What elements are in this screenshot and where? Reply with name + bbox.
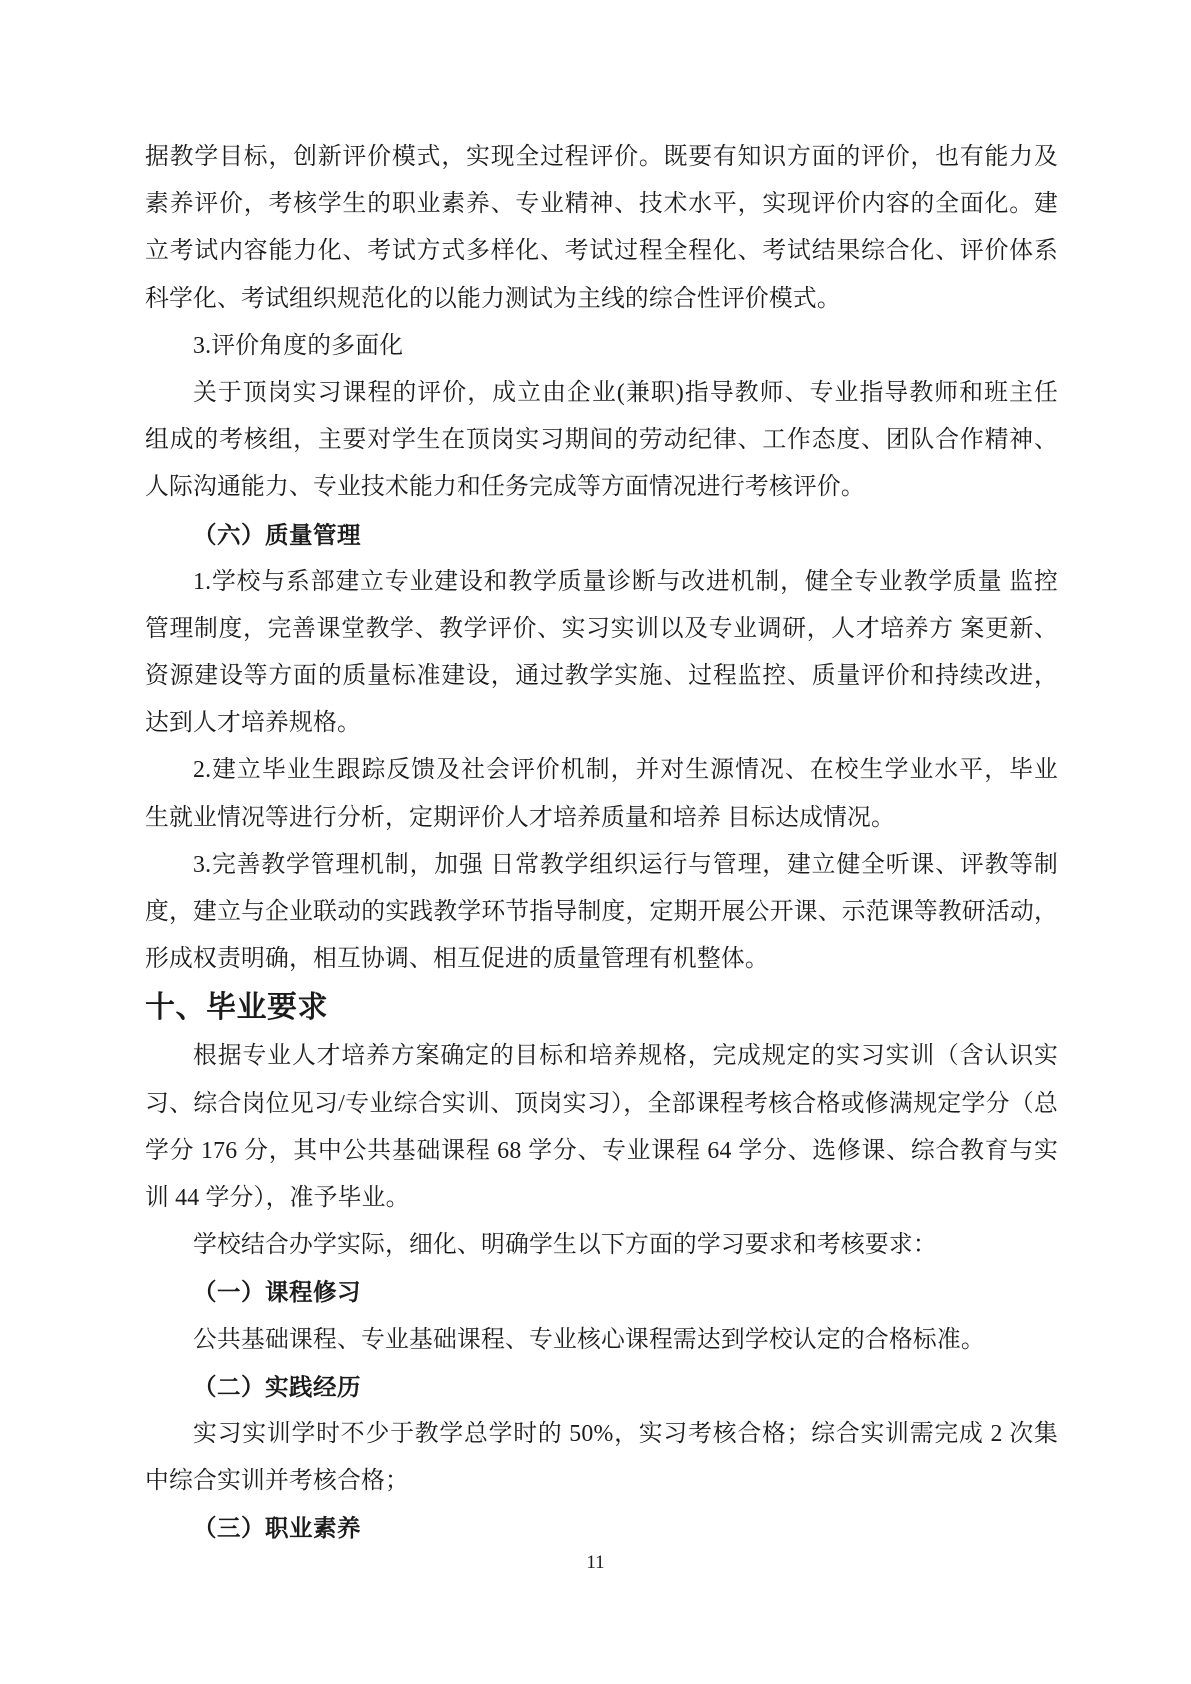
text-line: 学分 176 分，其中公共基础课程 68 学分、专业课程 64 学分、选修课、综合教育与实 [145, 1137, 1058, 1164]
text-line: 3.完善教学管理机制，加强 日常教学组织运行与管理，建立健全听课、评教等制 [193, 851, 1058, 878]
text-line: 科学化、考试组织规范化的以能力测试为主线的综合性评价模式。 [145, 285, 841, 312]
text-line: 公共基础课程、专业基础课程、专业核心课程需达到学校认定的合格标准。 [193, 1326, 985, 1353]
text-line: 组成的考核组，主要对学生在顶岗实习期间的劳动纪律、工作态度、团队合作精神、 [145, 427, 1058, 454]
subsection-heading: （二）实践经历 [193, 1372, 361, 1401]
text-line: 素养评价，考核学生的职业素养、专业精神、技术水平，实现评价内容的全面化。建 [145, 191, 1058, 218]
text-line: 2.建立毕业生跟踪反馈及社会评价机制，并对生源情况、在校生学业水平，毕业 [193, 757, 1058, 784]
text-line: 人际沟通能力、专业技术能力和任务完成等方面情况进行考核评价。 [145, 474, 865, 501]
subsection-heading: （三）职业素养 [193, 1514, 361, 1543]
text-line: 管理制度，完善课堂教学、教学评价、实习实训以及专业调研，人才培养方 案更新、 [145, 615, 1058, 642]
subsection-heading: （一）课程修习 [193, 1278, 361, 1307]
text-line: 习、综合岗位见习/专业综合实训、顶岗实习），全部课程考核合格或修满规定学分（总 [145, 1090, 1058, 1117]
text-line: 实习实训学时不少于教学总学时的 50%，实习考核合格；综合实训需完成 2 次集 [193, 1420, 1058, 1447]
text-line: 学校结合办学实际，细化、明确学生以下方面的学习要求和考核要求： [193, 1232, 937, 1259]
text-line: 根据专业人才培养方案确定的目标和培养规格，完成规定的实习实训（含认识实 [193, 1043, 1058, 1070]
text-line: 中综合实训并考核合格； [145, 1468, 409, 1495]
text-line: 立考试内容能力化、考试方式多样化、考试过程全程化、考试结果综合化、评价体系 [145, 238, 1058, 265]
text-line: 资源建设等方面的质量标准建设，通过教学实施、过程监控、质量评价和持续改进， [145, 663, 1058, 690]
text-line: 生就业情况等进行分析，定期评价人才培养质量和培养 目标达成情况。 [145, 804, 896, 831]
text-line: 关于顶岗实习课程的评价，成立由企业(兼职)指导教师、专业指导教师和班主任 [193, 379, 1058, 406]
section-heading: 十、毕业要求 [145, 990, 328, 1026]
page-number: 11 [586, 1552, 605, 1573]
text-line: 训 44 学分），准予毕业。 [145, 1184, 410, 1211]
subsection-heading: （六）质量管理 [193, 520, 361, 549]
text-line: 度，建立与企业联动的实践教学环节指导制度，定期开展公开课、示范课等教研活动， [145, 899, 1058, 925]
text-line: 达到人才培养规格。 [145, 710, 361, 737]
text-line: 1.学校与系部建立专业建设和教学质量诊断与改进机制，健全专业教学质量 监控 [193, 568, 1058, 595]
text-line: 形成权责明确，相互协调、相互促进的质量管理有机整体。 [145, 946, 769, 973]
text-line: 3.评价角度的多面化 [193, 332, 404, 359]
document-body [145, 134, 1058, 1552]
text-line: 据教学目标，创新评价模式，实现全过程评价。既要有知识方面的评价，也有能力及 [145, 144, 1058, 170]
